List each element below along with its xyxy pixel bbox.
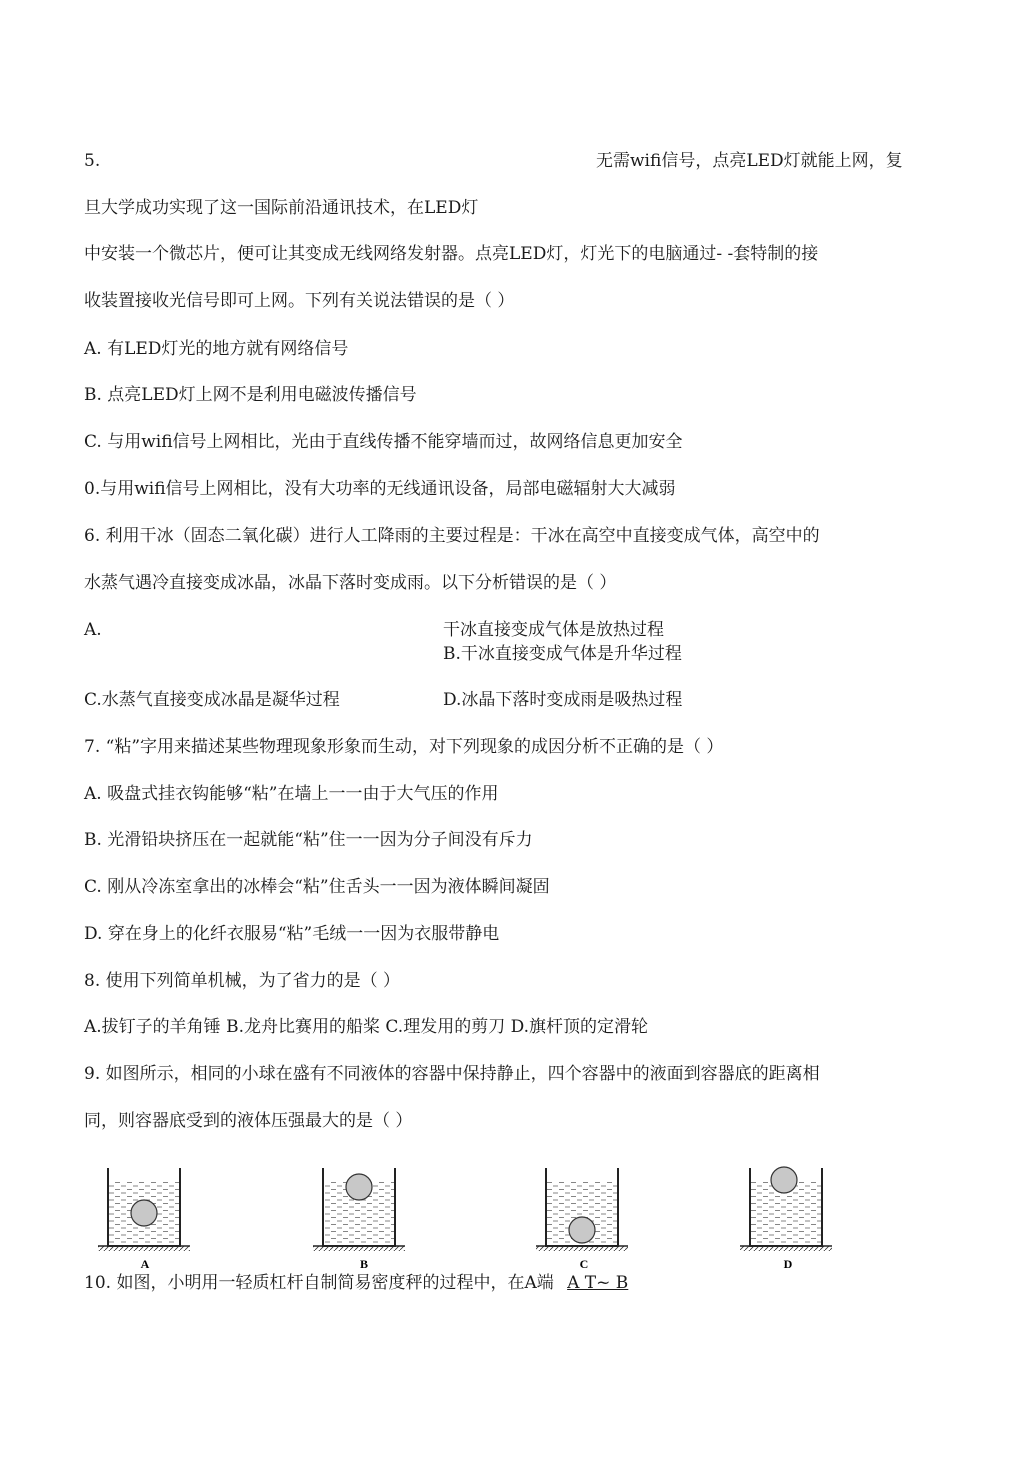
ball-a	[131, 1200, 157, 1226]
q5-option-c: C. 与用wifi信号上网相比，光由于直线传播不能穿墙而过，故网络信息更加安全	[84, 432, 683, 452]
q6-option-d: D.冰晶下落时变成雨是吸热过程	[443, 690, 683, 710]
q9-line2: 同，则容器底受到的液体压强最大的是（ ）	[84, 1111, 413, 1131]
q7-line1: 7. “粘”字用来描述某些物理现象形象而生动，对下列现象的成因分析不正确的是（ ）	[84, 737, 724, 757]
q5-line3: 中安装一个微芯片，便可让其变成无线网络发射器。点亮LED灯，灯光下的电脑通过- -套特制的接	[84, 244, 819, 264]
q5-number: 5.	[84, 151, 101, 171]
q5-option-b: B. 点亮LED灯上网不是利用电磁波传播信号	[84, 385, 417, 405]
q6-line1: 6. 利用干冰（固态二氧化碳）进行人工降雨的主要过程是：干冰在高空中直接变成气体，高空中的	[84, 526, 820, 546]
container-d	[740, 1167, 832, 1251]
q6-line2: 水蒸气遇冷直接变成冰晶，冰晶下落时变成雨。以下分析错误的是（ ）	[84, 573, 617, 593]
container-a	[98, 1168, 190, 1251]
q9-line1: 9. 如图所示，相同的小球在盛有不同液体的容器中保持静止，四个容器中的液面到容器底的距离相	[84, 1064, 820, 1084]
q10-underlined-blank: A T~ B	[567, 1273, 629, 1293]
q6-option-b: B.干冰直接变成气体是升华过程	[443, 644, 682, 664]
q5-option-a: A. 有LED灯光的地方就有网络信号	[84, 339, 349, 359]
q7-option-b: B. 光滑铅块挤压在一起就能“粘”住一一因为分子间没有斥力	[84, 830, 533, 850]
ball-c	[569, 1217, 595, 1243]
q5-intro-right: 无需wifi信号，点亮LED灯就能上网，复	[596, 151, 903, 171]
container-c	[536, 1168, 628, 1251]
q7-option-c: C. 刚从冷冻室拿出的冰棒会“粘”住舌头一一因为液体瞬间凝固	[84, 877, 550, 897]
q7-option-d: D. 穿在身上的化纤衣服易“粘”毛绒一一因为衣服带静电	[84, 924, 500, 944]
q10-text: 10. 如图，小明用一轻质杠杆自制简易密度秤的过程中，在A端	[84, 1273, 554, 1293]
q10-line1	[84, 1272, 628, 1294]
figure-label-a: A	[140, 1257, 150, 1271]
ball-b	[346, 1174, 372, 1200]
q5-line2: 旦大学成功实现了这一国际前沿通讯技术，在LED灯	[84, 198, 479, 218]
q5-option-d: 0.与用wifi信号上网相比，没有大功率的无线通讯设备，局部电磁辐射大大减弱	[84, 479, 676, 499]
q6-option-a-text: 干冰直接变成气体是放热过程	[443, 620, 664, 640]
q5-line4: 收装置接收光信号即可上网。下列有关说法错误的是（ ）	[84, 291, 515, 311]
figure-label-c: C	[579, 1257, 589, 1271]
figure-label-d: D	[783, 1257, 793, 1271]
q8-options: A.拔钉子的羊角锤 B.龙舟比赛用的船桨 C.理发用的剪刀 D.旗杆顶的定滑轮	[84, 1017, 649, 1037]
q7-option-a: A. 吸盘式挂衣钩能够“粘”在墙上一一由于大气压的作用	[84, 784, 499, 804]
q8-line1: 8. 使用下列简单机械，为了省力的是（ ）	[84, 971, 401, 991]
q6-option-a-label: A.	[84, 620, 102, 640]
figure-label-b: B	[359, 1257, 369, 1271]
container-b	[313, 1168, 405, 1251]
ball-d	[771, 1167, 797, 1193]
q6-option-c: C.水蒸气直接变成冰晶是凝华过程	[84, 690, 340, 710]
